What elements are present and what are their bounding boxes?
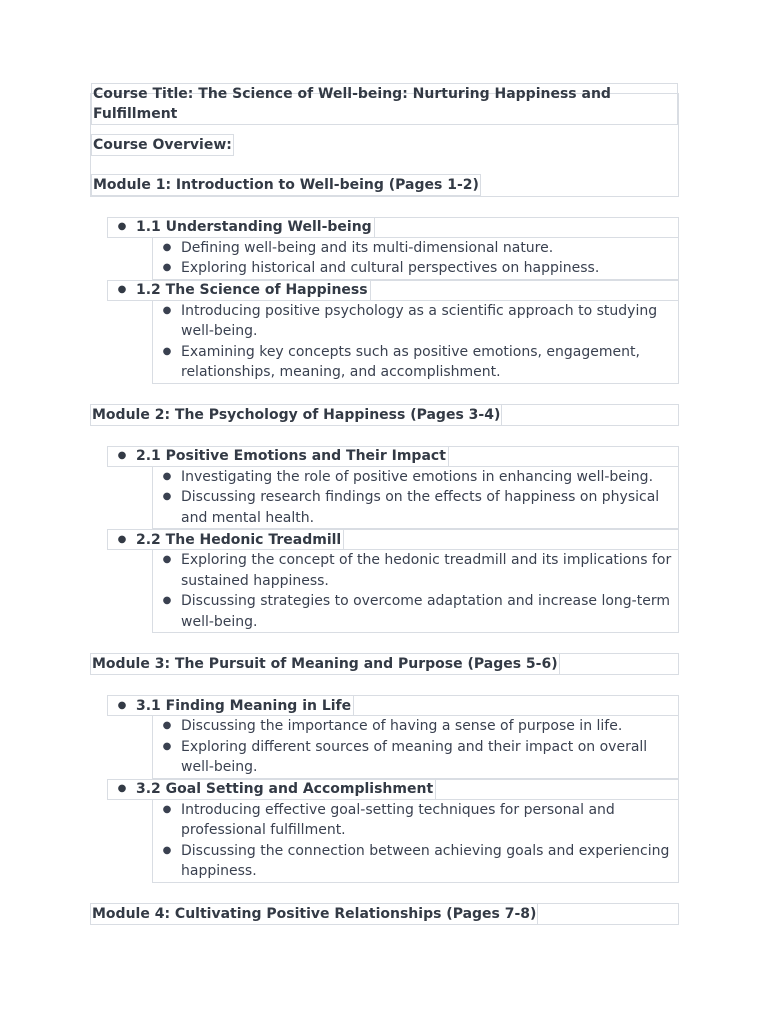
section-1-1-items [152,238,679,280]
list-item: ● Discussing the connection between achieving goals and experiencing happiness. [153,841,678,882]
section-title: 3.1 Finding Meaning in Life [136,696,354,715]
module-2-heading [90,404,679,426]
list-item: ● Investigating the role of positive emotions in enhancing well-being. [153,467,678,488]
bullet-icon: ● [162,803,172,815]
list-item: ● Examining key concepts such as positive emotions, engagement, relationships, meaning, and accomplishment. [153,342,678,383]
list-item: ● Discussing the importance of having a sense of purpose in life. [153,716,678,737]
bullet-icon: ● [162,844,172,856]
bullet-icon: ● [162,304,172,316]
bullet-icon: ● [162,720,172,731]
module-3-heading [90,653,679,675]
bullet-icon: ● [162,345,172,357]
course-overview-label: Course Overview: [91,134,234,156]
module-3-title: Module 3: The Pursuit of Meaning and Purpose (Pages 5-6) [92,656,558,672]
section-3-1-items [152,716,679,779]
module-1-title: Module 1: Introduction to Well-being (Pages 1-2) [91,174,481,196]
list-item: ● Exploring the concept of the hedonic treadmill and its implications for sustained happiness. [153,550,678,591]
section-3-1 [107,695,679,716]
section-title: 1.1 Understanding Well-being [136,218,375,237]
list-item: ● Exploring historical and cultural perspectives on happiness. [153,258,678,279]
list-item: ● Discussing strategies to overcome adaptation and increase long-term well-being. [153,591,678,632]
module-3 [90,653,679,883]
section-title: 2.2 The Hedonic Treadmill [136,530,344,549]
section-2-2-items [152,550,679,633]
section-2-2 [107,529,679,550]
section-title: 1.2 The Science of Happiness [136,281,371,300]
section-1-2-items [152,301,679,384]
bullet-icon: ● [162,554,172,565]
list-item: ● Introducing positive psychology as a scientific approach to studying well-being. [153,301,678,342]
section-3-2-items [152,800,679,883]
bullet-icon: ● [162,470,172,482]
bullet-icon: ● [117,221,127,232]
module-4-heading [90,903,679,925]
list-item: ● Defining well-being and its multi-dimensional nature. [153,238,678,259]
bullet-icon: ● [117,450,127,461]
course-title: Course Title: The Science of Well-being: Nurturing Happiness and Fulfillment [91,83,678,125]
bullet-icon: ● [117,284,127,295]
list-item: ● Discussing research findings on the effects of happiness on physical and mental health. [153,487,678,528]
bullet-icon: ● [162,262,172,273]
bullet-icon: ● [117,699,127,711]
bullet-icon: ● [117,783,127,794]
bullet-icon: ● [117,533,127,545]
list-item: ● Introducing effective goal-setting techniques for personal and professional fulfillment. [153,800,678,841]
module-2 [90,404,679,634]
section-2-1-items [152,467,679,530]
bullet-icon: ● [162,491,172,502]
module-4 [90,903,679,925]
section-2-1 [107,446,679,467]
module-4-title: Module 4: Cultivating Positive Relationships (Pages 7-8) [92,905,537,922]
bullet-icon: ● [162,595,172,606]
bullet-icon: ● [162,740,172,752]
section-title: 2.1 Positive Emotions and Their Impact [136,447,449,466]
section-3-2 [107,779,679,800]
title-block [90,86,679,197]
document [90,86,679,925]
list-item: ● Exploring different sources of meaning and their impact on overall well-being. [153,737,678,778]
section-1-2 [107,280,679,301]
section-1-1 [107,217,679,238]
bullet-icon: ● [162,241,172,253]
module-2-title: Module 2: The Psychology of Happiness (Pages 3-4) [92,406,501,423]
section-title: 3.2 Goal Setting and Accomplishment [136,780,436,799]
module-1 [90,217,679,384]
